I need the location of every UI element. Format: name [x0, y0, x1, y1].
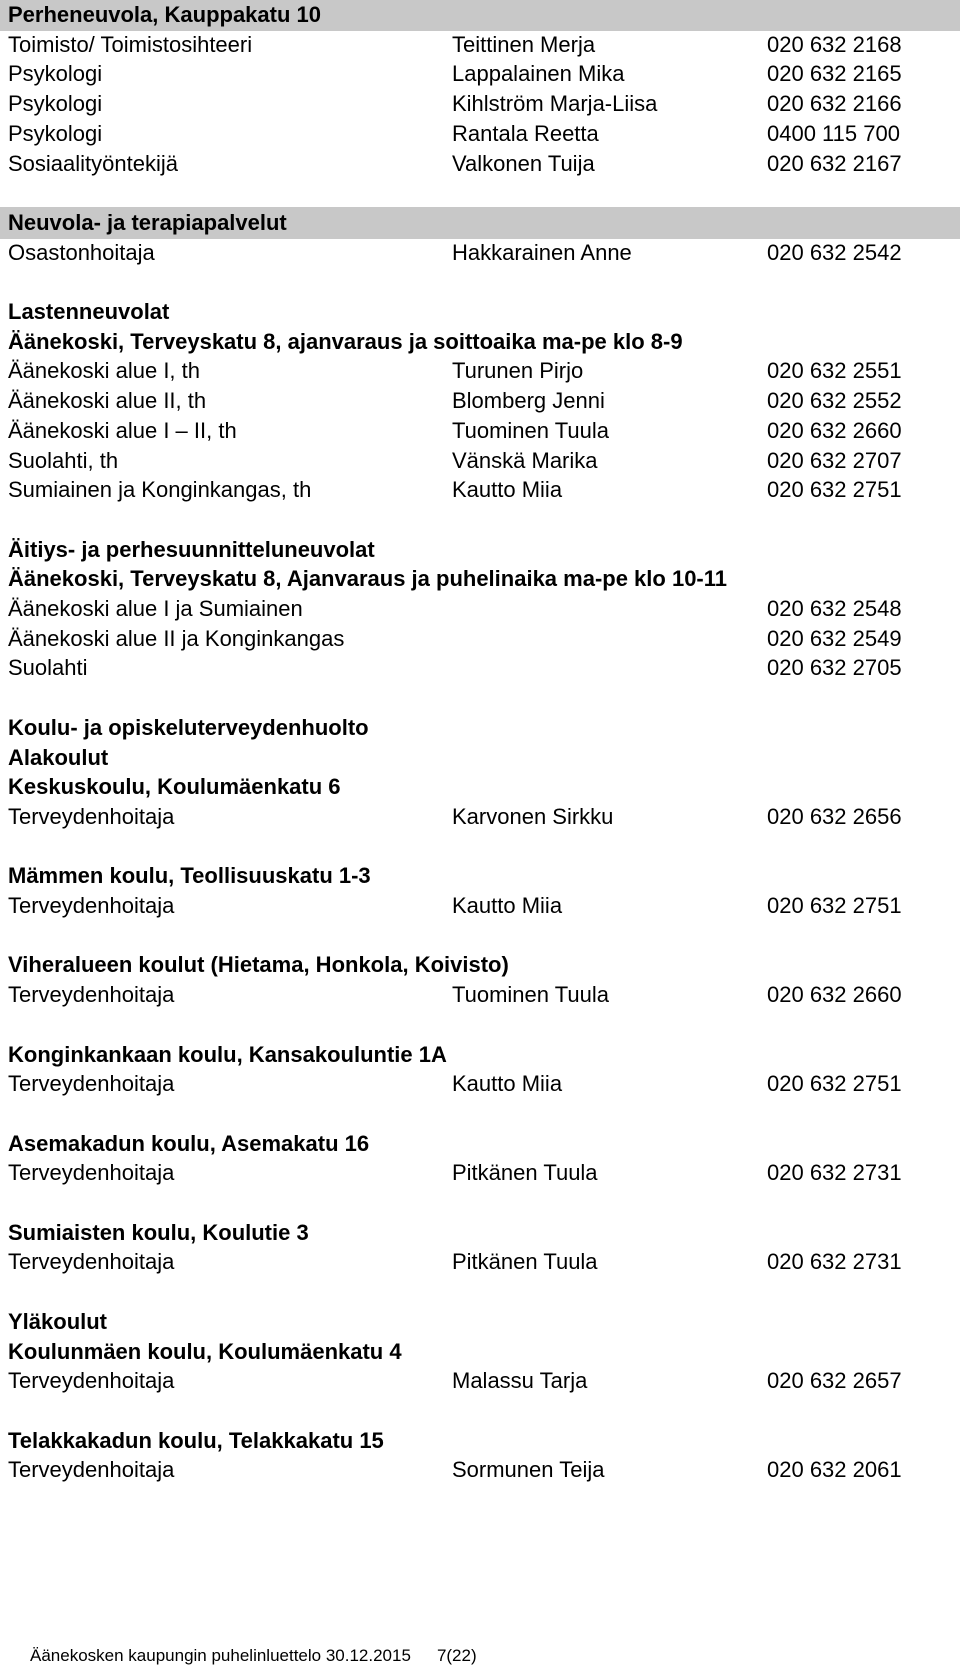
entry-phone: 0400 115 700: [767, 121, 900, 146]
directory-entry: [0, 1068, 960, 1100]
section-heading: [0, 1425, 960, 1457]
directory-entry: [0, 58, 960, 90]
entry-name: Kautto Miia: [452, 1071, 563, 1096]
section-heading: [0, 207, 960, 239]
directory-entry: [0, 979, 960, 1011]
section-heading: [0, 0, 960, 31]
subheading-text: Alakoulut: [8, 745, 109, 770]
section-heading-text: Konginkankaan koulu, Kansakouluntie 1A: [8, 1042, 447, 1067]
subheading-text: Äänekoski, Terveyskatu 8, ajanvaraus ja soittoaika ma-pe klo 8-9: [8, 329, 683, 354]
entry-role: Äänekoski alue I, th: [8, 358, 201, 383]
entry-phone: 020 632 2549: [767, 626, 902, 651]
directory-entry: [0, 385, 960, 417]
entry-name: Sormunen Teija: [452, 1457, 605, 1482]
entry-phone: 020 632 2751: [767, 893, 902, 918]
entry-name: Valkonen Tuija: [452, 151, 595, 176]
entry-name: Teittinen Merja: [452, 32, 596, 57]
section-heading: [0, 296, 960, 328]
directory-entry: [0, 1157, 960, 1189]
entry-role: Terveydenhoitaja: [8, 982, 175, 1007]
section-subheading: [0, 771, 960, 803]
directory-entry: [0, 118, 960, 150]
entry-name: Pitkänen Tuula: [452, 1249, 598, 1274]
entry-phone: 020 632 2167: [767, 151, 902, 176]
directory-entry: [0, 29, 960, 61]
section-heading-text: Asemakadun koulu, Asemakatu 16: [8, 1131, 370, 1156]
section-subheading: [0, 742, 960, 774]
entry-phone: 020 632 2660: [767, 418, 902, 443]
entry-name: Hakkarainen Anne: [452, 240, 632, 265]
entry-role: Terveydenhoitaja: [8, 1457, 175, 1482]
section-heading-text: Mämmen koulu, Teollisuuskatu 1-3: [8, 863, 371, 888]
entry-name: Kautto Miia: [452, 893, 563, 918]
directory-entry: [0, 355, 960, 387]
section-heading-text: Telakkakadun koulu, Telakkakatu 15: [8, 1428, 384, 1453]
entry-role: Äänekoski alue II, th: [8, 388, 207, 413]
section-heading: [0, 1306, 960, 1338]
entry-phone: 020 632 2168: [767, 32, 902, 57]
section-heading-text: Yläkoulut: [8, 1309, 108, 1334]
section-heading-text: Neuvola- ja terapiapalvelut: [8, 210, 287, 235]
entry-role: Äänekoski alue I – II, th: [8, 418, 237, 443]
directory-entry: [0, 148, 960, 180]
entry-name: Malassu Tarja: [452, 1368, 588, 1393]
entry-phone: 020 632 2165: [767, 61, 902, 86]
directory-entry: [0, 415, 960, 447]
section-heading: [0, 1217, 960, 1249]
entry-phone: 020 632 2551: [767, 358, 902, 383]
directory-entry: [0, 1365, 960, 1397]
entry-role: Terveydenhoitaja: [8, 1249, 175, 1274]
entry-role: Terveydenhoitaja: [8, 1160, 175, 1185]
subheading-text: Koulunmäen koulu, Koulumäenkatu 4: [8, 1339, 402, 1364]
section-heading: [0, 1128, 960, 1160]
directory-entry: [0, 445, 960, 477]
entry-role: Psykologi: [8, 61, 103, 86]
entry-phone: 020 632 2542: [767, 240, 902, 265]
section-heading: [0, 712, 960, 744]
entry-phone: 020 632 2061: [767, 1457, 902, 1482]
subheading-text: Äänekoski, Terveyskatu 8, Ajanvaraus ja puhelinaika ma-pe klo 10-11: [8, 566, 728, 591]
section-heading-text: Äitiys- ja perhesuunnitteluneuvolat: [8, 537, 375, 562]
entry-name: Rantala Reetta: [452, 121, 599, 146]
entry-phone: 020 632 2731: [767, 1249, 902, 1274]
entry-role: Sumiainen ja Konginkangas, th: [8, 477, 312, 502]
page-number: 7(22): [436, 1646, 477, 1665]
entry-role: Osastonhoitaja: [8, 240, 155, 265]
entry-phone: 020 632 2552: [767, 388, 902, 413]
entry-phone: 020 632 2731: [767, 1160, 902, 1185]
entry-phone: 020 632 2166: [767, 91, 902, 116]
subheading-text: Keskuskoulu, Koulumäenkatu 6: [8, 774, 341, 799]
entry-phone: 020 632 2751: [767, 477, 902, 502]
entry-name: Blomberg Jenni: [452, 388, 605, 413]
section-subheading: [0, 563, 960, 595]
section-subheading: [0, 326, 960, 358]
page-footer: [30, 1645, 477, 1667]
entry-name: Tuominen Tuula: [452, 982, 609, 1007]
entry-name: Kihlström Marja-Liisa: [452, 91, 658, 116]
entry-phone: 020 632 2707: [767, 448, 902, 473]
section-heading-text: Lastenneuvolat: [8, 299, 170, 324]
entry-name: Lappalainen Mika: [452, 61, 625, 86]
directory-entry: [0, 88, 960, 120]
section-heading: [0, 534, 960, 566]
directory-entry: [0, 1454, 960, 1486]
directory-entry: [0, 890, 960, 922]
section-heading-text: Koulu- ja opiskeluterveydenhuolto: [8, 715, 369, 740]
entry-role: Psykologi: [8, 91, 103, 116]
directory-entry: [0, 652, 960, 684]
section-subheading: [0, 1336, 960, 1368]
entry-name: Vänskä Marika: [452, 448, 598, 473]
section-heading-text: Perheneuvola, Kauppakatu 10: [8, 2, 321, 27]
entry-role: Terveydenhoitaja: [8, 893, 175, 918]
directory-entry: [0, 474, 960, 506]
entry-role: Äänekoski alue I ja Sumiainen: [8, 596, 303, 621]
section-heading: [0, 860, 960, 892]
section-heading-text: Sumiaisten koulu, Koulutie 3: [8, 1220, 309, 1245]
entry-name: Kautto Miia: [452, 477, 563, 502]
entry-role: Suolahti, th: [8, 448, 119, 473]
entry-phone: 020 632 2751: [767, 1071, 902, 1096]
entry-phone: 020 632 2660: [767, 982, 902, 1007]
directory-entry: [0, 801, 960, 833]
entry-phone: 020 632 2656: [767, 804, 902, 829]
entry-name: Karvonen Sirkku: [452, 804, 614, 829]
entry-role: Toimisto/ Toimistosihteeri: [8, 32, 253, 57]
entry-role: Terveydenhoitaja: [8, 804, 175, 829]
footer-title: Äänekosken kaupungin puhelinluettelo 30.12.2015: [30, 1646, 411, 1665]
section-heading: [0, 1039, 960, 1071]
directory-entry: [0, 623, 960, 655]
entry-name: Pitkänen Tuula: [452, 1160, 598, 1185]
entry-phone: 020 632 2657: [767, 1368, 902, 1393]
entry-role: Sosiaalityöntekijä: [8, 151, 178, 176]
directory-entry: [0, 237, 960, 269]
entry-role: Äänekoski alue II ja Konginkangas: [8, 626, 345, 651]
entry-role: Terveydenhoitaja: [8, 1368, 175, 1393]
entry-role: Psykologi: [8, 121, 103, 146]
entry-role: Suolahti: [8, 655, 88, 680]
entry-phone: 020 632 2705: [767, 655, 902, 680]
section-heading-text: Viheralueen koulut (Hietama, Honkola, Koivisto): [8, 952, 509, 977]
directory-entry: [0, 1246, 960, 1278]
entry-name: Turunen Pirjo: [452, 358, 584, 383]
entry-role: Terveydenhoitaja: [8, 1071, 175, 1096]
entry-name: Tuominen Tuula: [452, 418, 609, 443]
directory-entry: [0, 593, 960, 625]
entry-phone: 020 632 2548: [767, 596, 902, 621]
section-heading: [0, 949, 960, 981]
